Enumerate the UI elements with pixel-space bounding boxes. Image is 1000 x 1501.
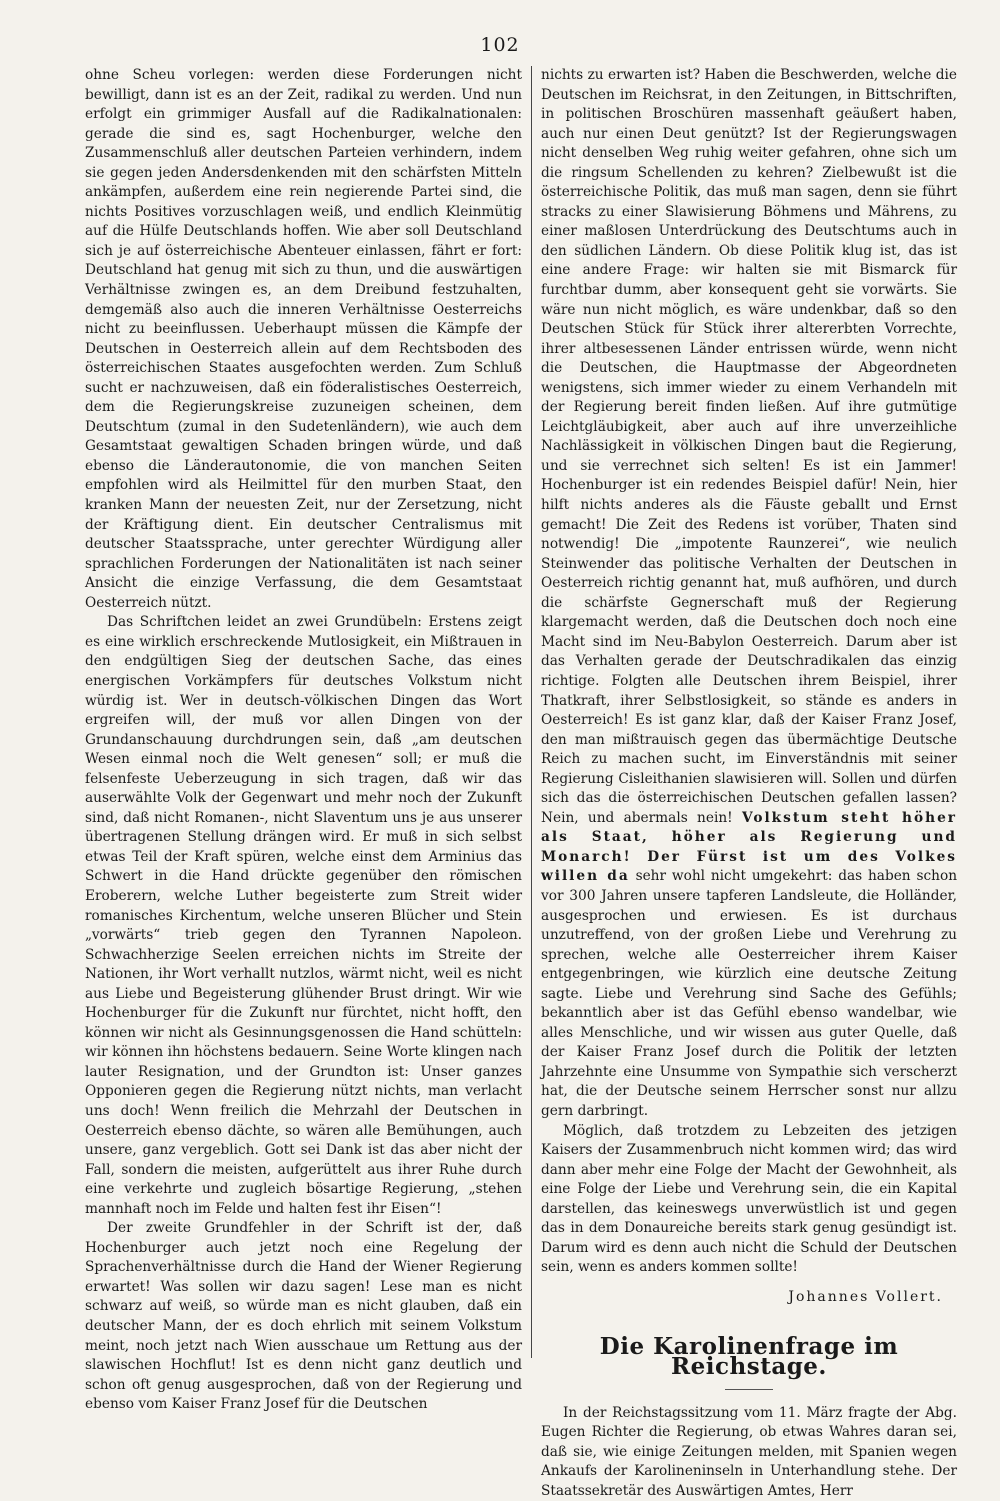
right-paragraph-1-tail: sehr wohl nicht umgekehrt: das haben schon vor 300 Jahren unsere tapferen Landsleute, die Holländer, ausgesprochen und erwiesen. Es ist durchaus unzutreffend, von der großen Liebe und Verehrung zu sprechen, welche alle Oesterreicher ihrem Kaiser entgegenbringen, wie kürzlich eine deutsche Zeitung sagte. Liebe und Verehrung sind Sache des Gefühls; bekanntlich aber ist das Gefühl ebenso wandelbar, wie alles Menschliche, und wir wissen aus guter Quelle, daß der Kaiser Franz Josef durch die Politik der letzten Jahrzehnte eine Unsumme von Sympathie sich verscherzt hat, die der Deutsche seinem Herrscher sonst nur allzu gern darbringt. — [541, 868, 958, 1119]
article-headline: Die Karolinenfrage im Reichstage. — [599, 1333, 899, 1380]
left-column — [85, 66, 522, 1415]
headline-rule — [725, 1389, 773, 1390]
right-paragraph-3: In der Reichstagssitzung vom 11. März fragte der Abg. Eugen Richter die Regierung, ob etwas Wahres daran sei, daß sie, wie einige Zeitungen melden, mit Spanien wegen Ankaufs der Karolineninseln in Unterhandlung stehe. Der Staatssekretär des Auswärtigen Amtes, Herr — [541, 1404, 957, 1499]
right-column — [541, 66, 957, 1501]
right-paragraph-1 — [541, 66, 957, 1122]
column-divider — [531, 66, 532, 1358]
right-paragraph-1-text: nichts zu erwarten ist? Haben die Beschwerden, welche die Deutschen im Reichsrat, in den Zeitungen, in Bittschriften, in politischen Broschüren massenhaft geäußert haben, auch nur einen Deut genützt? Ist der Regierungswagen nicht denselben Weg ruhig weiter gefahren, ohne sich um die ringsum Schellenden zu kehren? Zielbewußt ist die österreichische Politik, das muß man sagen, denn sie führt stracks zu einer Slawisierung Böhmens und Mährens, zu einer maßlosen Unterdrückung des Deutschtums auch in den südlichen Ländern. Ob diese Politik klug ist, das ist eine andere Frage: wir halten sie mit Bismarck für furchtbar dumm, aber konsequent geht sie vorwärts. Sie wäre nun nicht möglich, es wäre undenkbar, daß so den Deutschen Stück für Stück ihrer altererbten Vorrechte, ihrer altbesessenen Länder entrissen würde, wenn nicht die Deutschen, die Hauptmasse der Abgeordneten wenigstens, sich immer wieder zu einem Verhandeln mit der Regierung bereit finden ließen. Auf ihre gutmütige Leichtgläubigkeit, aber auch auf ihre unverzeihliche Nachlässigkeit in völkischen Dingen baut die Regierung, und sie verrechnet sich selten! Es ist ein Jammer! Hochenburger ist ein redendes Beispiel dafür! Nein, hier hilft nichts anderes als die Fäuste geballt und Ernst gemacht! Die Zeit des Redens ist vorüber, Thaten sind notwendig! Die „impotente Raunzerei“, wie neulich Steinwender das politische Verhalten der Deutschen in Oesterreich richtig genannt hat, muß aufhören, und durch die schärfste Gegnerschaft muß der Regierung klargemacht werden, daß die Deutschen doch noch eine Macht sind im Neu-Babylon Oesterreich. Darum aber ist das Verhalten gerade der Deutschradikalen das einzig richtige. Folgten alle Deutschen ihrem Beispiel, ihrer Thatkraft, ihrer Selbstlosigkeit, so stände es anders in Oesterreich! Es ist ganz klar, daß der Kaiser Franz Josef, den man mißtrauisch gegen das übermächtige Deutsche Reich zu machen sucht, im Einverständnis mit seiner Regierung Cisleithanien slawisieren will. Sollen und dürfen sich das die österreichischen Deutschen gefallen lassen? Nein, und abermals nein! — [541, 67, 957, 826]
page-number: 102 — [480, 34, 520, 56]
author-signature: Johannes Vollert. — [788, 1288, 943, 1305]
left-paragraph-2: Das Schriftchen leidet an zwei Grundübeln: Erstens zeigt es eine wirklich erschreckende Mutlosigkeit, ein Mißtrauen in den endgültigen Sieg der deutschen Sache, das eines energischen Vorkämpfers für deutsches Volkstum nicht würdig ist. Wer in deutsch-völkischen Dingen das Wort ergreifen will, der muß vor allen Dingen von der Grundanschauung durchdrungen sein, daß „am deutschen Wesen einmal noch die Welt genesen“ soll; er muß die felsenfeste Ueberzeugung in sich tragen, daß wir das auserwählte Volk der Gegenwart und mehr noch der Zukunft sind, daß nicht Romanen-, nicht Slaventum uns je aus unserer übertragenen Stellung drängen wird. Er muß in sich selbst etwas Teil der Kraft spüren, welche einst dem Arminius das Schwert in die Hand drückte gegenüber den römischen Eroberern, welche Luther begeisterte zum Streit wider romanisches Kirchentum, welche unseren Blücher und Stein „vorwärts“ trieb gegen den Tyrannen Napoleon. Schwachherzige Seelen erreichen nichts im Streite der Nationen, ihr Wort verhallt nutzlos, wärmt nicht, weil es nicht aus Liebe und Begeisterung glühender Brust dringt. Wir wie Hochenburger für die Zukunft nur fürchtet, nicht hofft, den können wir nicht als Gesinnungsgenossen die Hand schütteln: wir können ihn höchstens bedauern. Seine Worte klingen nach lauter Resignation, und der Grundton ist: Unser ganzes Opponieren gegen die Regierung nützt nichts, man verlacht uns doch! Wenn freilich die Mehrzahl der Deutschen in Oesterreich ebenso dächte, so wären alle Bemühungen, auch unsere, ganz vergeblich. Gott sei Dank ist das aber nicht der Fall, sondern die meisten, aufgerüttelt aus ihrer Ruhe durch eine verkehrte und zugleich bösartige Regierung, „stehen mannhaft noch im Felde und halten fest ihr Eisen“! — [85, 614, 522, 1217]
right-paragraph-2: Möglich, daß trotzdem zu Lebzeiten des jetzigen Kaisers der Zusammenbruch nicht kommen wird; das wird dann aber mehr eine Folge der Macht der Gewohnheit, als eine Folge der Liebe und Verehrung sein, die ein Kapital darstellen, das keineswegs unverwüstlich ist und gegen das in dem Donaureiche bereits stark genug gesündigt ist. Darum wird es denn auch nicht die Schuld der Deutschen sein, wenn es anders kommen sollte! — [541, 1122, 957, 1276]
left-paragraph-1: ohne Scheu vorlegen: werden diese Forderungen nicht bewilligt, dann ist es an der Zeit, radikal zu werden. Und nun erfolgt ein grimmiger Ausfall auf die Radikalnationalen: gerade die sind es, sagt Hochenburger, welche den Zusammenschluß aller deutschen Parteien verhindern, indem sie gegen jeden Andersdenkenden mit den schärfsten Mitteln ankämpfen, außerdem eine rein negierende Partei sind, die nichts Positives vorzuschlagen weiß, und endlich Kleinmütig auf die Hülfe Deutschlands hoffen. Wie aber soll Deutschland sich je auf österreichische Abenteuer einlassen, fährt er fort: Deutschland hat genug mit sich zu thun, und die auswärtigen Verhältnisse zwingen es, an dem Dreibund festzuhalten, demgemäß also auch die inneren Verhältnisse Oesterreichs nicht zu beeinflussen. Ueberhaupt müssen die Kämpfe der Deutschen in Oesterreich allein auf dem Rechtsboden des österreichischen Staates ausgefochten werden. Zum Schluß sucht er nachzuweisen, daß ein föderalistisches Oesterreich, dem die Regierungskreise zuzuneigen scheinen, dem Deutschtum (zumal in den Sudetenländern), wie auch dem Gesamtstaat gewaltigen Schaden bringen würde, und daß ebenso die Länderautonomie, die von manchen Seiten empfohlen wird als Heilmittel für den murben Staat, den kranken Mann der neuesten Zeit, nur der Zersetzung, nicht der Kräftigung dient. Ein deutscher Centralismus mit deutscher Staatssprache, unter gerechter Würdigung aller sprachlichen Forderungen der Nationalitäten ist nach seiner Ansicht die einzige Verfassung, die dem Gesamtstaat Oesterreich nützt. — [85, 67, 522, 611]
emphasis-text: Volkstum steht höher als Staat, höher als Regierung und Monarch! Der Fürst ist um des Volkes willen da — [541, 809, 957, 885]
left-paragraph-3: Der zweite Grundfehler in der Schrift ist der, daß Hochenburger auch jetzt noch eine Regelung der Sprachenverhältnisse durch die Hand der Wiener Regierung erwartet! Was sollen wir dazu sagen! Lese man es nicht schwarz auf weiß, so würde man es nicht glauben, daß ein deutscher Mann, der es doch ehrlich mit seinem Volkstum meint, noch jetzt nach Wien ausschaue um Rettung aus der slawischen Hochflut! Ist es denn nicht ganz deutlich und schon oft genug ausgesprochen, daß von der Regierung und ebenso vom Kaiser Franz Josef für die Deutschen — [85, 1220, 522, 1413]
